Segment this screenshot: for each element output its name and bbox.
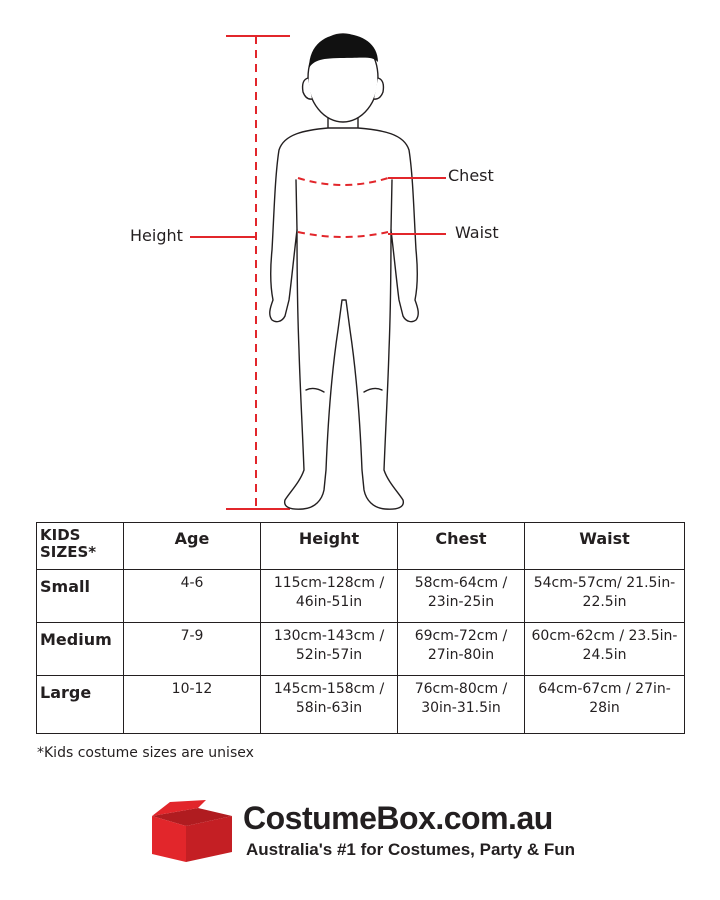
size-cell: Small [37, 570, 124, 623]
height-label: Height [130, 226, 183, 245]
table-header-row [37, 523, 685, 570]
waist-cell: 64cm-67cm / 27in-28in [525, 676, 685, 734]
chest-cell: 58cm-64cm / 23in-25in [398, 570, 525, 623]
chest-cell: 69cm-72cm / 27in-80in [398, 623, 525, 676]
child-body-outline [270, 34, 418, 509]
height-cell: 115cm-128cm / 46in-51in [261, 570, 398, 623]
age-cell: 4-6 [124, 570, 261, 623]
table-row [37, 623, 685, 676]
brand-tagline: Australia's #1 for Costumes, Party & Fun [246, 840, 576, 859]
waist-cell: 54cm-57cm/ 21.5in-22.5in [525, 570, 685, 623]
header-kids-sizes [37, 523, 124, 570]
height-cell: 130cm-143cm / 52in-57in [261, 623, 398, 676]
chest-cell: 76cm-80cm / 30in-31.5in [398, 676, 525, 734]
open-box-icon [150, 800, 234, 864]
header-height: Height [261, 523, 398, 570]
unisex-footnote: *Kids costume sizes are unisex [37, 745, 254, 761]
header-age: Age [124, 523, 261, 570]
table-row [37, 676, 685, 734]
chest-label: Chest [448, 166, 494, 185]
age-cell: 7-9 [124, 623, 261, 676]
brand-name: CostumeBox.com.au [243, 800, 553, 836]
waist-cell: 60cm-62cm / 23.5in-24.5in [525, 623, 685, 676]
table-row [37, 570, 685, 623]
header-chest: Chest [398, 523, 525, 570]
size-cell: Medium [37, 623, 124, 676]
age-cell: 10-12 [124, 676, 261, 734]
size-cell: Large [37, 676, 124, 734]
size-chart-table [36, 522, 685, 734]
waist-label: Waist [455, 223, 499, 242]
header-kids-sizes-text: KIDS SIZES* [40, 526, 97, 561]
height-cell: 145cm-158cm / 58in-63in [261, 676, 398, 734]
header-waist: Waist [525, 523, 685, 570]
